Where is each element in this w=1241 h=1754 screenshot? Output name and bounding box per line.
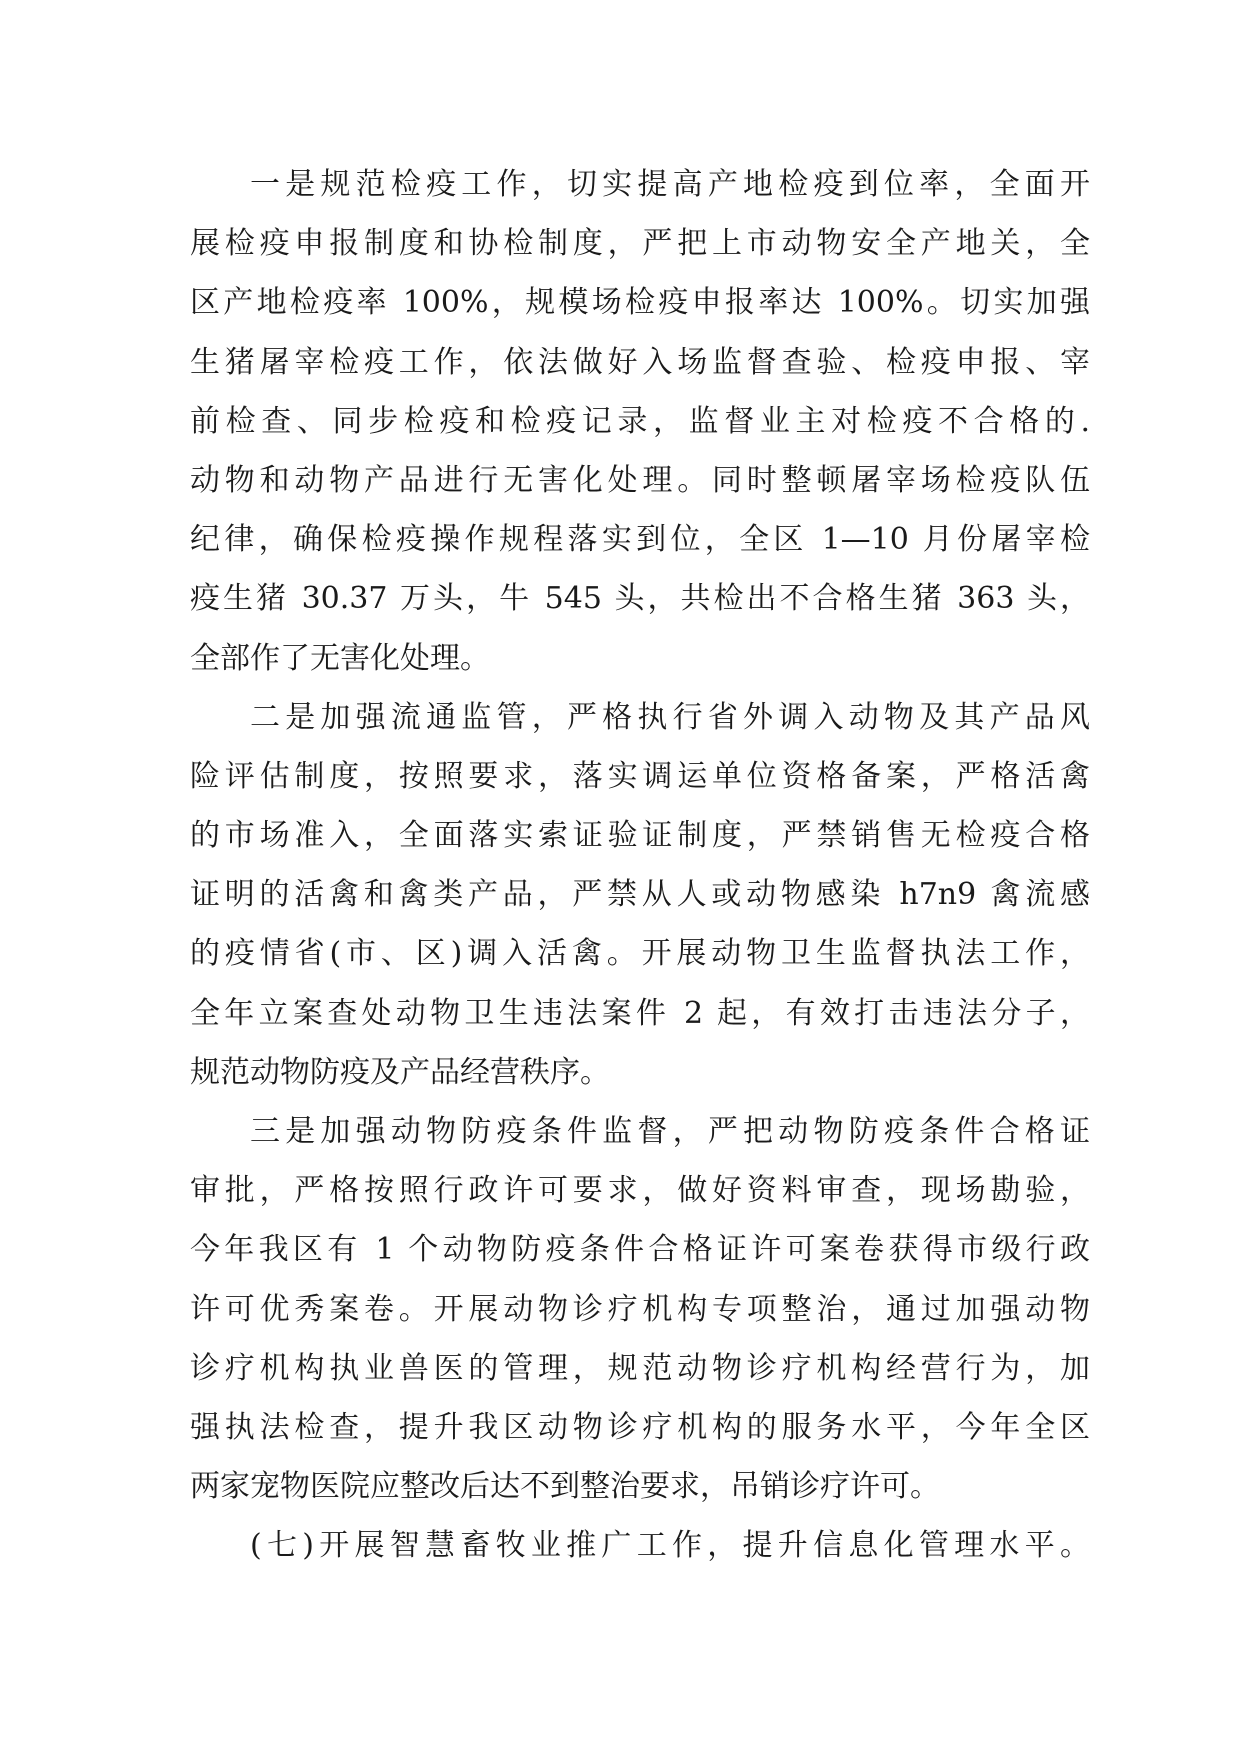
text-line: 的疫情省(市、区)调入活禽。开展动物卫生监督执法工作， <box>190 936 1090 972</box>
text-line: 两家宠物医院应整改后达不到整治要求，吊销诊疗许可。 <box>190 1469 940 1505</box>
text-line: 诊疗机构执业兽医的管理，规范动物诊疗机构经营行为，加 <box>190 1350 1090 1386</box>
text-line: 区产地检疫率 100%，规模场检疫申报率达 100%。切实加强 <box>190 285 1090 321</box>
paragraph-circulation <box>190 688 1090 1102</box>
text-line: 险评估制度，按照要求，落实调运单位资格备案，严格活禽 <box>190 758 1090 794</box>
text-line: 展检疫申报制度和协检制度，严把上市动物安全产地关，全 <box>190 226 1090 262</box>
section-heading-seven <box>190 1516 1090 1575</box>
text-line: 的市场准入，全面落实索证验证制度，严禁销售无检疫合格 <box>190 818 1090 854</box>
heading-line: (七)开展智慧畜牧业推广工作，提升信息化管理水平。 <box>250 1528 1090 1564</box>
text-line: 三是加强动物防疫条件监督，严把动物防疫条件合格证 <box>250 1114 1090 1149</box>
document-body <box>190 155 1090 1576</box>
text-line: 全年立案查处动物卫生违法案件 2 起，有效打击违法分子， <box>190 995 1090 1031</box>
text-line: 证明的活禽和禽类产品，严禁从人或动物感染 h7n9 禽流感 <box>190 877 1090 913</box>
text-line: 疫生猪 30.37 万头，牛 545 头，共检出不合格生猪 363 头， <box>190 581 1090 617</box>
text-line: 前检查、同步检疫和检疫记录，监督业主对检疫不合格的. <box>190 403 1090 439</box>
text-line: 生猪屠宰检疫工作，依法做好入场监督查验、检疫申报、宰 <box>190 344 1090 380</box>
text-line: 一是规范检疫工作，切实提高产地检疫到位率，全面开 <box>250 167 1090 202</box>
text-line: 纪律，确保检疫操作规程落实到位，全区 1—10 月份屠宰检 <box>190 522 1090 558</box>
text-line: 动物和动物产品进行无害化处理。同时整顿屠宰场检疫队伍 <box>190 462 1090 498</box>
paragraph-quarantine <box>190 155 1090 688</box>
text-line: 全部作了无害化处理。 <box>190 640 490 676</box>
text-line: 许可优秀案卷。开展动物诊疗机构专项整治，通过加强动物 <box>190 1291 1090 1327</box>
paragraph-epidemic-conditions <box>190 1102 1090 1516</box>
text-line: 强执法检查，提升我区动物诊疗机构的服务水平，今年全区 <box>190 1409 1090 1445</box>
text-line: 今年我区有 1 个动物防疫条件合格证许可案卷获得市级行政 <box>190 1232 1090 1268</box>
text-line: 规范动物防疫及产品经营秩序。 <box>190 1054 610 1090</box>
text-line: 二是加强流通监管，严格执行省外调入动物及其产品风 <box>250 699 1090 735</box>
text-line: 审批，严格按照行政许可要求，做好资料审查，现场勘验， <box>190 1173 1090 1209</box>
